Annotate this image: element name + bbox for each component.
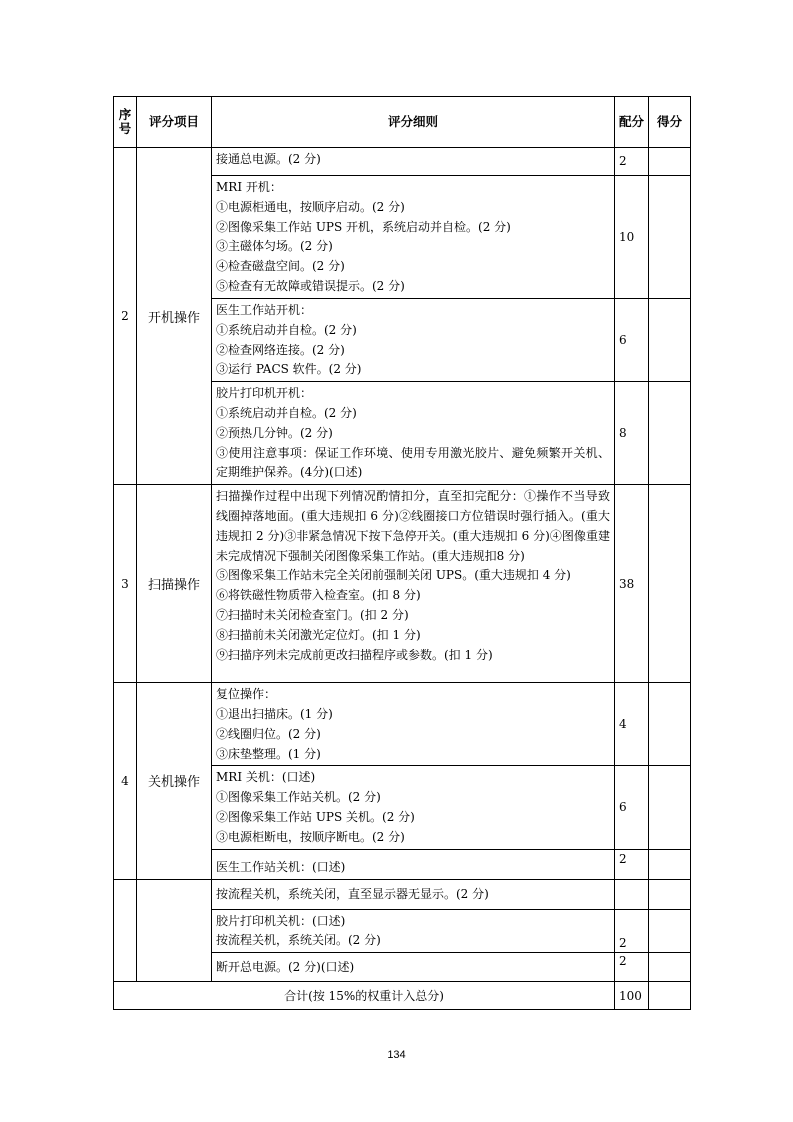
- got-cell[interactable]: [649, 683, 691, 766]
- detail-line: ⑨扫描序列未完成前更改扫描程序或参数。(扣 1 分): [216, 647, 493, 662]
- row-number: 3: [114, 485, 137, 683]
- detail-line: ③运行 PACS 软件。(2 分): [216, 362, 362, 377]
- detail-cell: [212, 382, 615, 485]
- detail-line: 接通总电源。(2 分): [216, 152, 321, 166]
- detail-line: ②图像采集工作站 UPS 关机。(2 分): [216, 809, 415, 824]
- table-row: [114, 879, 691, 909]
- detail-cell: [212, 683, 615, 766]
- header-item: 评分项目: [137, 97, 212, 148]
- detail-cell: [212, 148, 615, 176]
- detail-line: 复位操作：: [216, 687, 277, 702]
- detail-line: ②线圈归位。(2 分): [216, 726, 321, 741]
- header-score: 配分: [615, 97, 649, 148]
- detail-line: MRI 关机：(口述): [216, 770, 316, 785]
- total-label: 合计(按 15%的权重计入总分): [114, 982, 615, 1010]
- score-cell: 2: [615, 148, 649, 176]
- total-got-cell[interactable]: [649, 982, 691, 1010]
- detail-line: ②预热几分钟。(2 分): [216, 425, 333, 440]
- detail-line: 医生工作站开机：: [216, 303, 313, 317]
- score-cell: 6: [615, 766, 649, 849]
- detail-cell: [212, 849, 615, 879]
- row-item: 关机操作: [137, 683, 212, 879]
- total-row: [114, 982, 691, 1010]
- detail-line: 医生工作站关机：(口述): [216, 859, 346, 874]
- score-cell: 6: [615, 299, 649, 382]
- row-number: 2: [114, 148, 137, 485]
- got-cell[interactable]: [649, 176, 691, 299]
- table-row: [114, 485, 691, 683]
- row-number: [114, 879, 137, 982]
- detail-line: 断开总电源。(2 分)(口述): [216, 959, 355, 974]
- detail-cell: [212, 176, 615, 299]
- detail-line: ①图像采集工作站关机。(2 分): [216, 790, 381, 805]
- detail-cell: [212, 879, 615, 909]
- detail-cell: [212, 299, 615, 382]
- detail-line: 扫描操作过程中出现下列情况酌情扣分，直至扣完配分：①操作不当导致线圈掉落地面。(重大违规扣 6 分)②线圈接口方位错误时强行插入。(重大违规扣 2 分)③非紧急情况下按下急停开关。(重大违规扣 6 分)④图像重建未完成情况下强制关闭图像采集工作站。(重大违规扣8 分): [216, 489, 610, 563]
- detail-line: ②检查网络连接。(2 分): [216, 342, 345, 357]
- score-cell: 2: [615, 953, 649, 982]
- row-number: 4: [114, 683, 137, 879]
- detail-cell: [212, 953, 615, 982]
- header-no: 序号: [114, 97, 137, 148]
- total-score: 100: [615, 982, 649, 1010]
- got-cell[interactable]: [649, 953, 691, 982]
- table-row: [114, 148, 691, 176]
- got-cell[interactable]: [649, 879, 691, 909]
- detail-line: ⑦扫描时未关闭检查室门。(扣 2 分): [216, 607, 409, 622]
- header-detail: 评分细则: [212, 97, 615, 148]
- got-cell[interactable]: [649, 382, 691, 485]
- score-cell: 38: [615, 485, 649, 683]
- row-item: 开机操作: [137, 148, 212, 485]
- score-cell: 8: [615, 382, 649, 485]
- page-number: 134: [387, 1049, 406, 1061]
- got-cell[interactable]: [649, 849, 691, 879]
- detail-line: ④检查磁盘空间。(2 分): [216, 259, 345, 274]
- row-item: 扫描操作: [137, 485, 212, 683]
- header-row: [114, 97, 691, 148]
- detail-cell: [212, 485, 615, 683]
- detail-line: ⑧扫描前未关闭激光定位灯。(扣 1 分): [216, 627, 421, 642]
- detail-line: 胶片打印机关机：(口述): [216, 913, 346, 928]
- detail-line: ①系统启动并自检。(2 分): [216, 322, 357, 337]
- detail-line: ②图像采集工作站 UPS 开机，系统启动并自检。(2 分): [216, 219, 511, 234]
- table-row: [114, 683, 691, 766]
- detail-line: ⑤检查有无故障或错误提示。(2 分): [216, 278, 405, 293]
- detail-line: ③床垫整理。(1 分): [216, 746, 321, 761]
- detail-line: ③主磁体匀场。(2 分): [216, 239, 333, 254]
- detail-line: ③使用注意事项：保证工作环境、使用专用激光胶片、避免频繁开关机、定期维护保养。(4分)(口述): [216, 445, 610, 480]
- detail-line: ①退出扫描床。(1 分): [216, 706, 333, 721]
- detail-cell: [212, 766, 615, 849]
- detail-line: 按流程关机，系统关闭，直至显示器无显示。(2 分): [216, 886, 489, 901]
- got-cell[interactable]: [649, 148, 691, 176]
- got-cell[interactable]: [649, 485, 691, 683]
- detail-line: MRI 开机：: [216, 180, 282, 194]
- header-got: 得分: [649, 97, 691, 148]
- got-cell[interactable]: [649, 909, 691, 953]
- detail-line: 按流程关机，系统关闭。(2 分): [216, 933, 381, 948]
- got-cell[interactable]: [649, 299, 691, 382]
- detail-line: ③电源柜断电，按顺序断电。(2 分): [216, 829, 405, 844]
- score-cell: [615, 879, 649, 909]
- detail-line: 胶片打印机开机：: [216, 386, 313, 401]
- score-cell: 2: [615, 909, 649, 953]
- detail-line: ⑥将铁磁性物质带入检查室。(扣 8 分): [216, 588, 421, 603]
- detail-cell: [212, 909, 615, 953]
- score-cell: 2: [615, 849, 649, 879]
- detail-line: ⑤图像采集工作站未完全关闭前强制关闭 UPS。(重大违规扣 4 分): [216, 568, 571, 583]
- detail-line: ①系统启动并自检。(2 分): [216, 405, 357, 420]
- detail-line: ①电源柜通电，按顺序启动。(2 分): [216, 199, 405, 214]
- scoring-table: [113, 96, 691, 1010]
- score-cell: 10: [615, 176, 649, 299]
- row-item: [137, 879, 212, 982]
- got-cell[interactable]: [649, 766, 691, 849]
- score-cell: 4: [615, 683, 649, 766]
